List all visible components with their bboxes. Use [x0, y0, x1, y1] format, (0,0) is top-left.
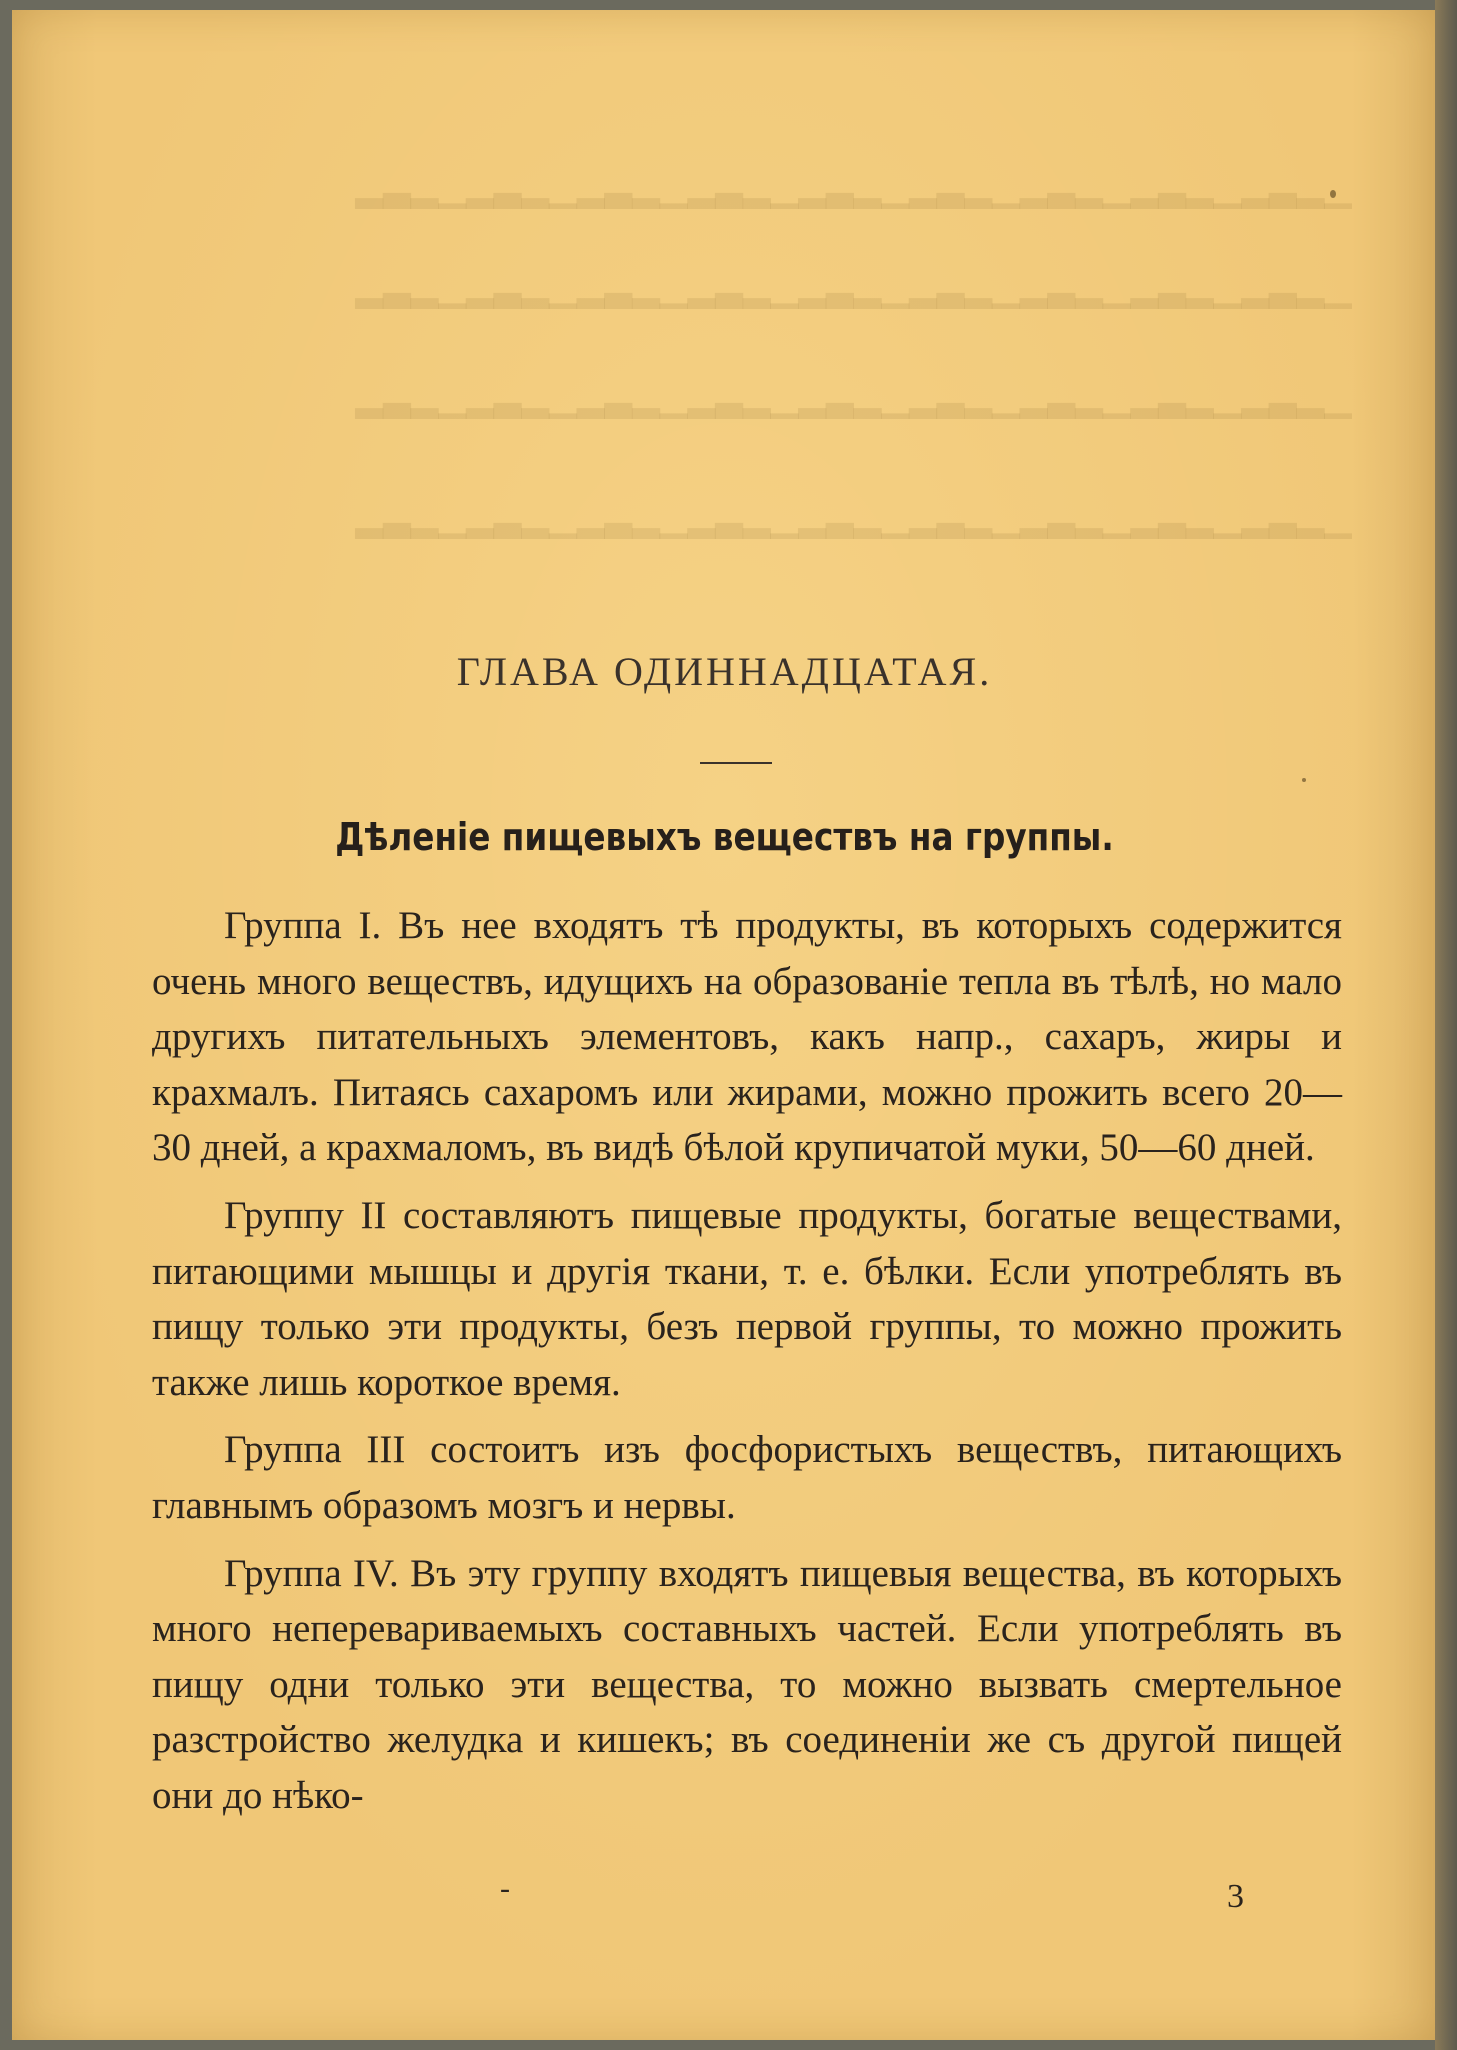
ink-spot-icon [1302, 778, 1306, 782]
chapter-heading: ГЛАВА ОДИННАДЦАТАЯ. [456, 649, 993, 694]
show-through-texture: ▁▂▃▂▁▂▃▂▁▂▃▂▁▂▃▂▁▂▃▂▁▂▃▂▁▂▃▂▁▂▃▂▁▂▃▂ [355, 378, 1352, 419]
paragraph-group-4: Группа IV. Въ эту группу входятъ пищевыя вещества, въ которыхъ много неперевариваемыхъ составныхъ частей. Если употреблять въ пищу одни только эти вещества, то можно вызвать смертельное разстройство желудка и кишекъ; въ соединеніи же съ другой пищей они до нѣко- [152, 1551, 1342, 1817]
page-edge [1435, 0, 1457, 2050]
show-through-texture: ▁▂▃▂▁▂▃▂▁▂▃▂▁▂▃▂▁▂▃▂▁▂▃▂▁▂▃▂▁▂▃▂▁▂▃▂ [355, 168, 1352, 209]
ink-spot-icon [1330, 190, 1336, 198]
paragraph-group-1: Группа I. Въ нее входятъ тѣ продукты, въ которыхъ содержится очень много веществъ, идущихъ на образованіе тепла въ тѣлѣ, но мало другихъ питательныхъ элементовъ, какъ напр., сахаръ, жиры и крахмалъ. Питаясь сахаромъ или жирами, можно прожить всего 20—30 дней, а крахмаломъ, въ видѣ бѣлой крупичатой муки, 50—60 дней. [152, 904, 1342, 1170]
signature-mark: - [500, 1872, 510, 1905]
page-number: 3 [1227, 1878, 1244, 1915]
paragraph-group-3: Группа III состоитъ изъ фосфористыхъ веществъ, питающихъ главнымъ образомъ мозгъ и нервы. [152, 1428, 1342, 1527]
body-text [152, 898, 1342, 1836]
page [12, 10, 1437, 2040]
show-through-texture: ▁▂▃▂▁▂▃▂▁▂▃▂▁▂▃▂▁▂▃▂▁▂▃▂▁▂▃▂▁▂▃▂▁▂▃▂ [355, 498, 1352, 539]
heading-divider [700, 762, 772, 764]
section-title: Дѣленіе пищевыхъ веществъ на группы. [335, 815, 1114, 859]
show-through-texture: ▁▂▃▂▁▂▃▂▁▂▃▂▁▂▃▂▁▂▃▂▁▂▃▂▁▂▃▂▁▂▃▂▁▂▃▂ [355, 268, 1352, 309]
paragraph-group-2: Группу II составляютъ пищевые продукты, богатые веществами, питающими мышцы и другія ткани, т. е. бѣлки. Если употреблять въ пищу только эти продукты, безъ первой группы, то можно прожить также лишь короткое время. [152, 1193, 1342, 1404]
